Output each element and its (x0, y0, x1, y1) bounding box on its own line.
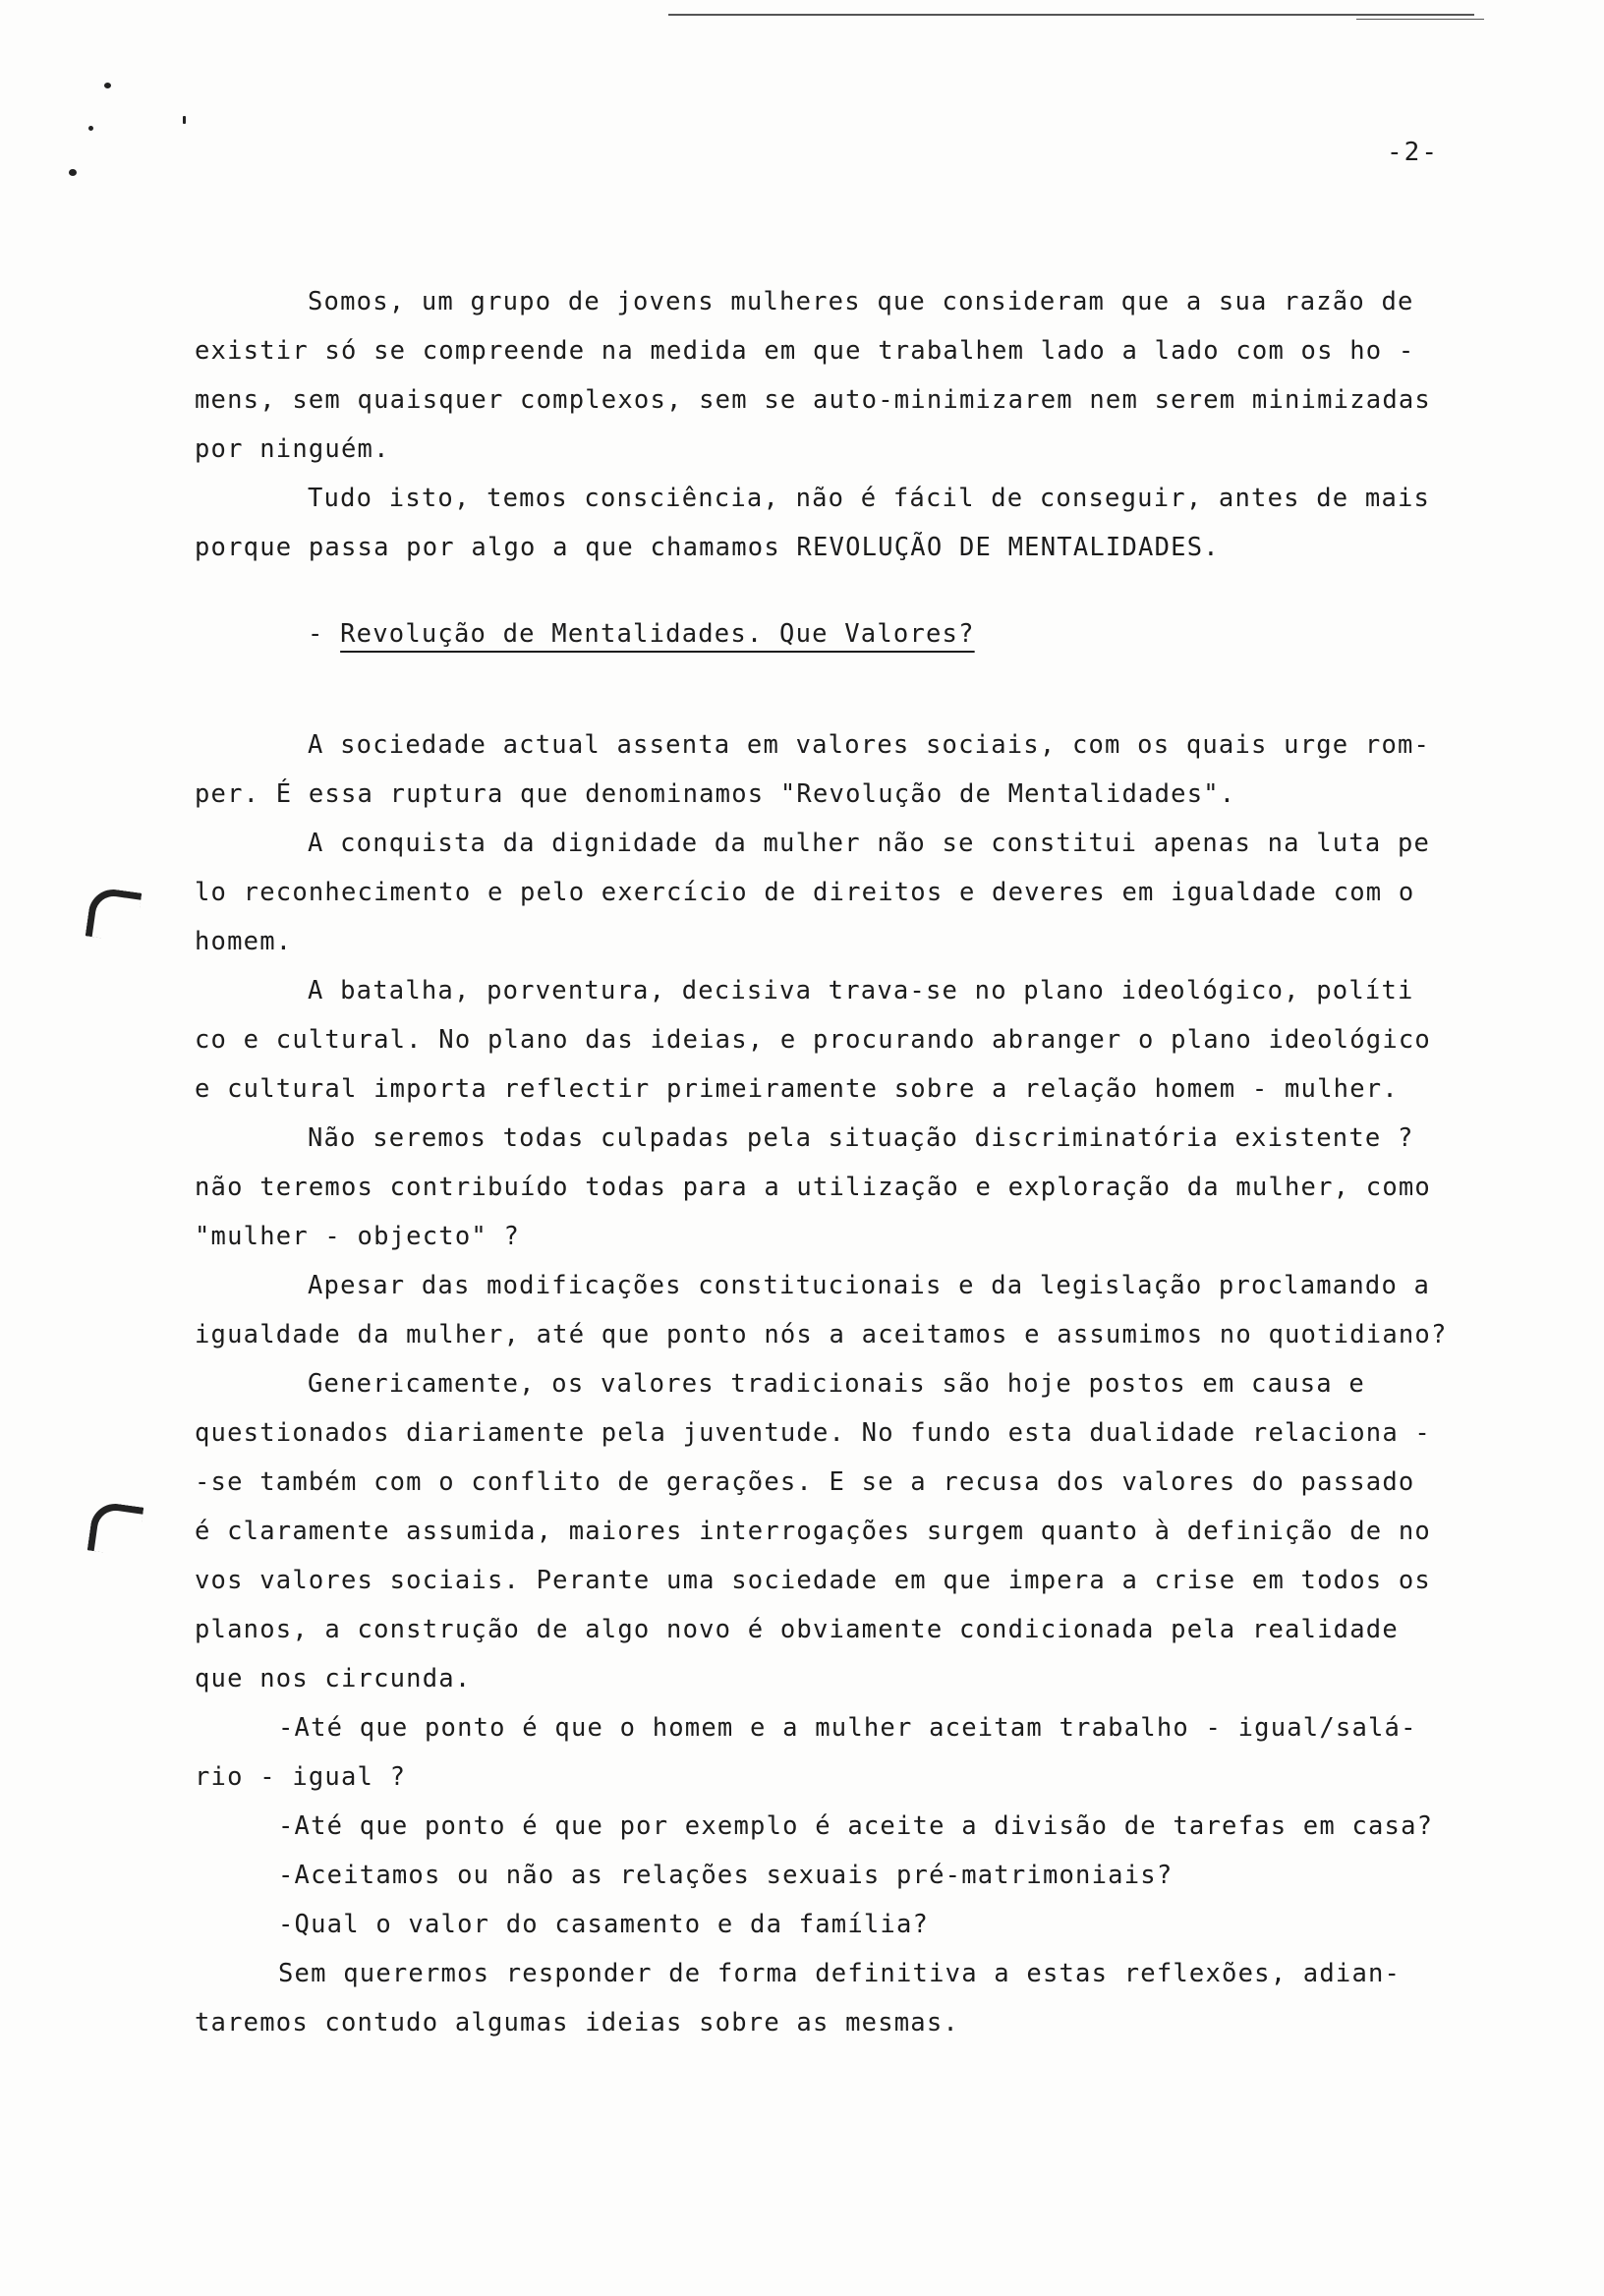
text-line: existir só se compreende na medida em que trabalhem lado a lado com os ho - (195, 336, 1415, 366)
text-line: -se também com o conflito de gerações. E se a recusa dos valores do passado (195, 1467, 1415, 1497)
text-line: Apesar das modificações constitucionais e da legislação proclamando a (308, 1271, 1431, 1300)
text-line: igualdade da mulher, até que ponto nós a aceitamos e assumimos no quotidiano? (195, 1320, 1448, 1349)
text-line: Tudo isto, temos consciência, não é fácil de conseguir, antes de mais (308, 484, 1431, 513)
hole-punch-arc (86, 887, 143, 944)
text-line: planos, a construção de algo novo é obviamente condicionada pela realidade (195, 1615, 1399, 1644)
hole-punch-arc (87, 1501, 144, 1558)
text-line: Somos, um grupo de jovens mulheres que consideram que a sua razão de (308, 287, 1414, 316)
scan-speck (183, 116, 186, 124)
text-line: A sociedade actual assenta em valores sociais, com os quais urge rom- (308, 730, 1431, 760)
text-line: lo reconhecimento e pelo exercício de direitos e deveres em igualdade com o (195, 878, 1415, 907)
heading-dash: - (308, 619, 341, 649)
scan-speck (88, 126, 93, 131)
scan-top-rule (668, 14, 1474, 16)
text-line: porque passa por algo a que chamamos REVOLUÇÃO DE MENTALIDADES. (195, 533, 1220, 562)
scan-speck (69, 169, 77, 176)
heading-title: Revolução de Mentalidades. Que Valores? (340, 619, 975, 649)
text-line: vos valores sociais. Perante uma sociedade em que impera a crise em todos os (195, 1566, 1431, 1595)
text-line: Sem querermos responder de forma definitiva a estas reflexões, adian- (278, 1959, 1402, 1988)
question-line: -Aceitamos ou não as relações sexuais pré-matrimoniais? (278, 1861, 1174, 1890)
text-line: e cultural importa reflectir primeiramente sobre a relação homem - mulher. (195, 1074, 1399, 1104)
text-line: A batalha, porventura, decisiva trava-se no plano ideológico, políti (308, 976, 1414, 1005)
text-line: Genericamente, os valores tradicionais são hoje postos em causa e (308, 1369, 1365, 1399)
body-block (195, 720, 1448, 2047)
text-line: não teremos contribuído todas para a utilização e exploração da mulher, como (195, 1173, 1431, 1202)
question-line: -Até que ponto é que por exemplo é aceite a divisão de tarefas em casa? (278, 1811, 1434, 1841)
intro-block (195, 277, 1435, 572)
text-line: por ninguém. (195, 434, 390, 464)
question-line: -Até que ponto é que o homem e a mulher aceitam trabalho - igual/salá- (278, 1713, 1417, 1743)
text-line: que nos circunda. (195, 1664, 472, 1693)
text-line: mens, sem quaisquer complexos, sem se auto-minimizarem nem serem minimizadas (195, 385, 1431, 415)
text-line: questionados diariamente pela juventude. No fundo esta dualidade relaciona - (195, 1418, 1431, 1448)
scan-speck (104, 83, 111, 88)
text-line: rio - igual ? (195, 1762, 407, 1792)
text-line: co e cultural. No plano das ideias, e procurando abranger o plano ideológico (195, 1025, 1431, 1055)
scan-top-rule-right (1356, 19, 1484, 20)
text-line: A conquista da dignidade da mulher não se constitui apenas na luta pe (308, 829, 1431, 858)
section-heading (308, 619, 975, 649)
text-line: "mulher - objecto" ? (195, 1222, 521, 1251)
question-line: -Qual o valor do casamento e da família? (278, 1910, 930, 1939)
text-line: homem. (195, 927, 293, 956)
text-line: per. É essa ruptura que denominamos "Revolução de Mentalidades". (195, 779, 1236, 809)
page-number: -2- (1387, 138, 1439, 167)
text-line: Não seremos todas culpadas pela situação discriminatória existente ? (308, 1123, 1414, 1153)
text-line: é claramente assumida, maiores interrogações surgem quanto à definição de no (195, 1517, 1431, 1546)
text-line: taremos contudo algumas ideias sobre as mesmas. (195, 2008, 959, 2038)
